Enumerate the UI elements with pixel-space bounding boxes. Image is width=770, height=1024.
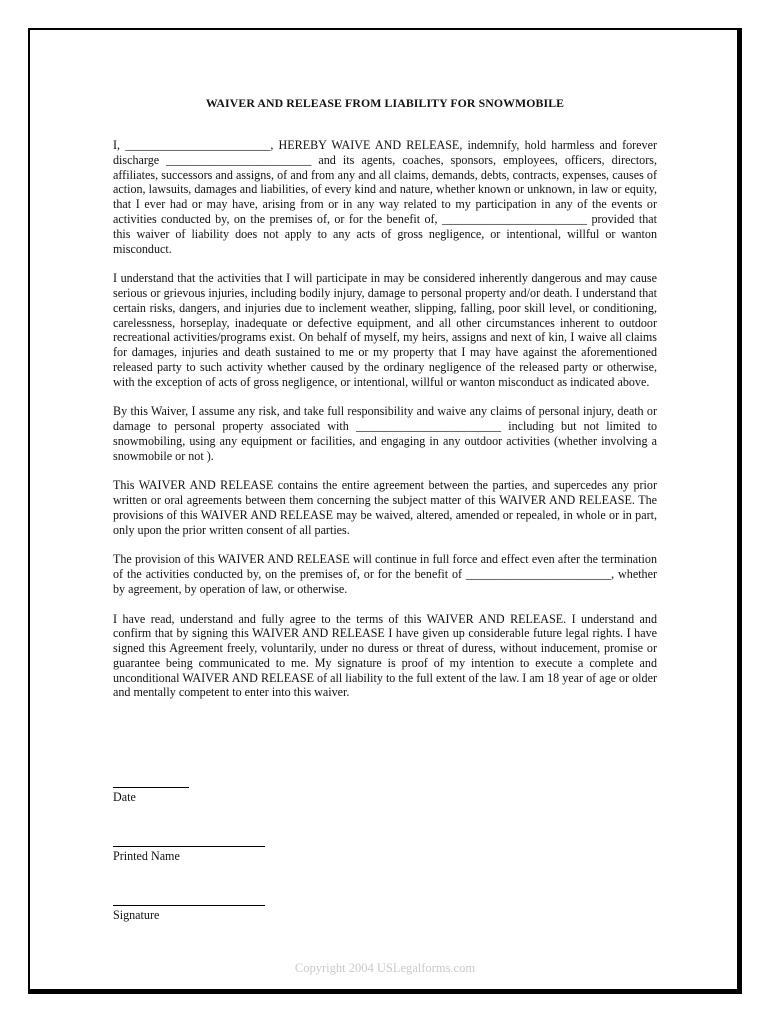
paragraph-release: I, ________________________, HEREBY WAIVE AND RELEASE, indemnify, hold harmless and forever discharge ________________________ and its agents, coaches, sponsors, employees, officers, directors, affiliates, successors and assigns, of and from any and all claims, demands, debts, contracts, expenses, causes of action, lawsuits, damages and liabilities, of every kind and nature, whether known or unknown, in law or equity, that I ever had or may have, arising from or in any way related to my participation in any of the events or activities conducted by, on the premises of, or for the benefit of, ________________________ provided that this waiver of liability does not apply to any acts of gross negligence, or intentional, willful or wanton misconduct. (113, 138, 657, 256)
printed-name-line[interactable] (113, 846, 265, 847)
paragraph-risks: I understand that the activities that I will participate in may be considered inherently dangerous and may cause serious or grievous injuries, including bodily injury, damage to personal property and/or death. I understand that certain risks, dangers, and injuries due to inclement weather, slipping, falling, poor skill level, or conditioning, carelessness, horseplay, inadequate or defective equipment, and all other circumstances inherent to outdoor recreational activities/programs exist. On behalf of myself, my heirs, assigns and next of kin, I waive all claims for damages, injuries and death sustained to me or my property that I may have against the aforementioned released party to such activity whether caused by the ordinary negligence of the released party or otherwise, with the exception of acts of gross negligence, or intentional, willful or wanton misconduct as indicated above. (113, 271, 657, 389)
date-field (113, 787, 189, 805)
printed-name-field (113, 846, 265, 864)
paragraph-acknowledgement: I have read, understand and fully agree to the terms of this WAIVER AND RELEASE. I understand and confirm that by signing this WAIVER AND RELEASE I have given up considerable future legal rights. I have signed this Agreement freely, voluntarily, under no duress or threat of duress, without inducement, promise or guarantee being communicated to me. My signature is proof of my intention to execute a complete and unconditional WAIVER AND RELEASE of all liability to the full extent of the law. I am 18 year of age or older and mentally competent to enter into this waiver. (113, 611, 657, 700)
document-body (113, 138, 657, 715)
paragraph-assumption-of-risk: By this Waiver, I assume any risk, and take full responsibility and waive any claims of personal injury, death or damage to personal property associated with ________________________ including but not limited to snowmobiling, using any equipment or facilities, and engaging in any outdoor activities (whether involving a snowmobile or not ). (113, 404, 657, 463)
paragraph-survival: The provision of this WAIVER AND RELEASE will continue in full force and effect even after the termination of the activities conducted by, on the premises of, or for the benefit of ________________________, whether by agreement, by operation of law, or otherwise. (113, 552, 657, 596)
document-title: WAIVER AND RELEASE FROM LIABILITY FOR SNOWMOBILE (205, 96, 565, 110)
paragraph-entire-agreement: This WAIVER AND RELEASE contains the entire agreement between the parties, and supercedes any prior written or oral agreements between them concerning the subject matter of this WAIVER AND RELEASE. The provisions of this WAIVER AND RELEASE may be waived, altered, amended or repealed, in whole or in part, only upon the prior written consent of all parties. (113, 478, 657, 537)
signature-line[interactable] (113, 905, 265, 906)
signature-field (113, 905, 265, 923)
signature-label: Signature (113, 908, 160, 922)
date-label: Date (113, 790, 136, 804)
date-line[interactable] (113, 787, 189, 788)
copyright-footer: Copyright 2004 USLegalforms.com (294, 961, 476, 975)
printed-name-label: Printed Name (113, 849, 180, 863)
